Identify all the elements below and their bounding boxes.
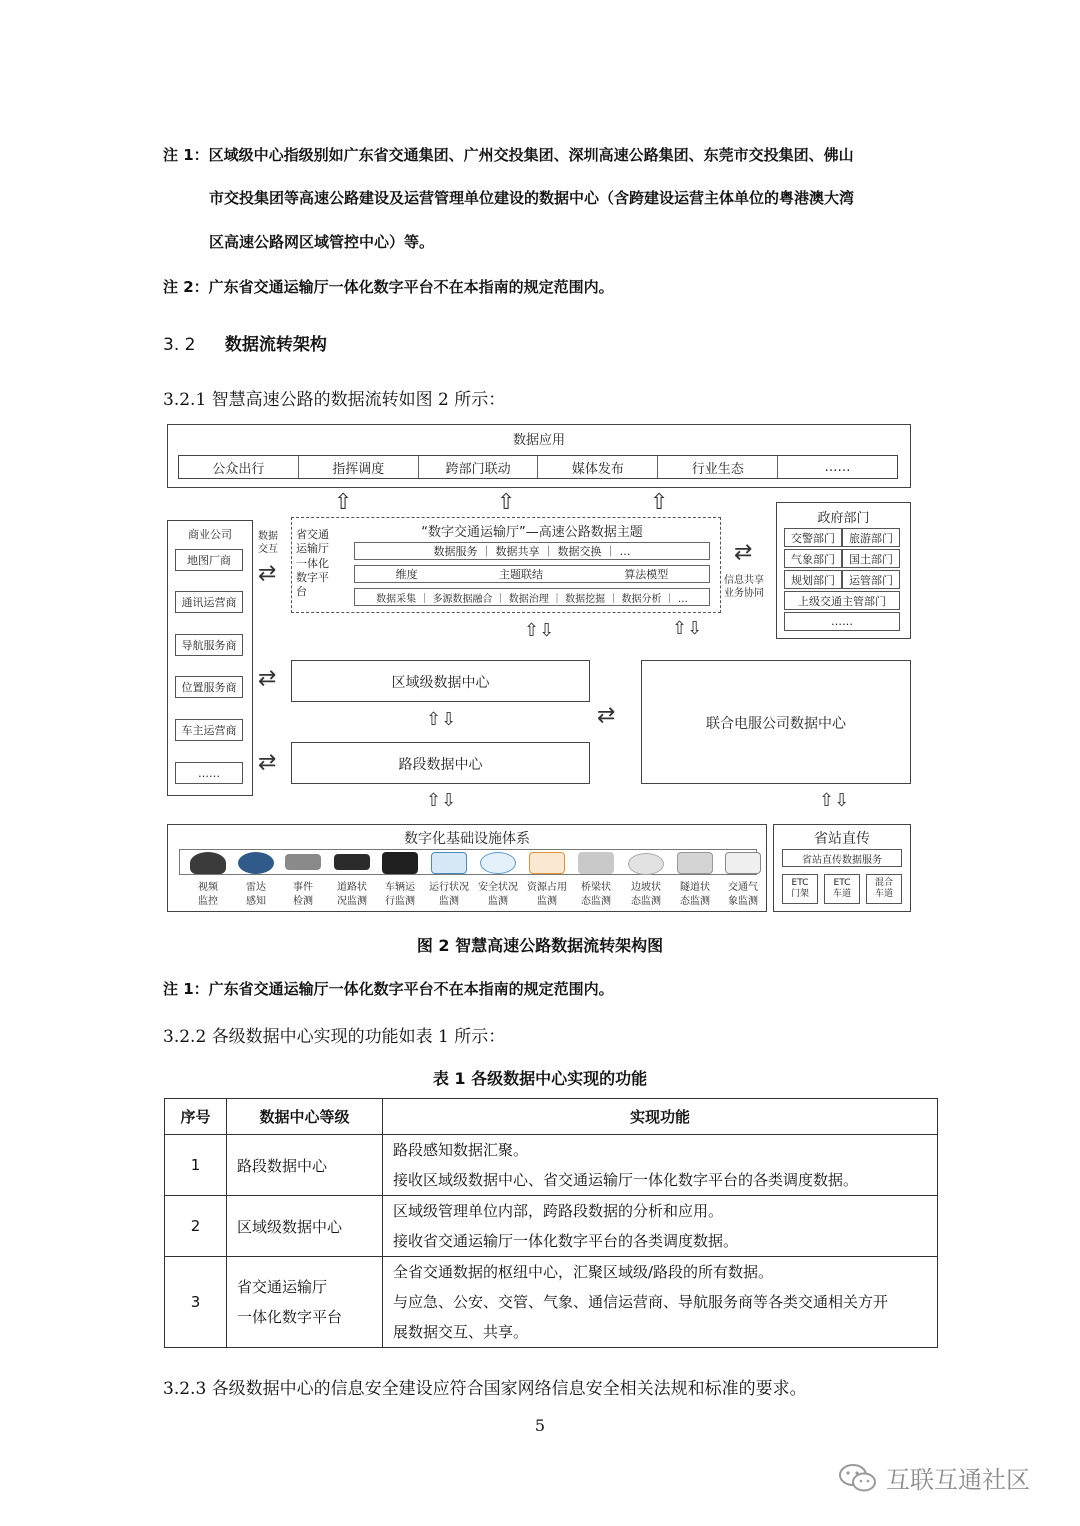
- etc-data-center: [641, 660, 911, 784]
- network-icon: [431, 852, 467, 874]
- station-service: 省站直传数据服务: [782, 849, 902, 867]
- weather-station-icon: [725, 852, 761, 874]
- app-cross-department: 跨部门联动: [419, 456, 539, 478]
- up-arrow-icon: ⇧: [334, 490, 353, 515]
- commercial-item: 位置服务商: [175, 676, 243, 698]
- infra-label: 雷达 感知: [246, 882, 266, 907]
- commercial-item: 通讯运营商: [175, 591, 243, 613]
- platform-model-row: [354, 565, 710, 583]
- infra-label: 桥梁状 态监测: [581, 882, 611, 907]
- infra-label: 隧道状 态监测: [680, 882, 710, 907]
- app-command-dispatch: 指挥调度: [299, 456, 419, 478]
- infrastructure-title: 数字化基础设施体系: [404, 831, 530, 847]
- data-exchange-label: 数据 交互: [258, 531, 278, 555]
- wechat-icon: [838, 1462, 878, 1494]
- table-header: 实现功能: [383, 1099, 938, 1135]
- up-down-arrow-icon: ⇧⇩: [819, 790, 850, 811]
- resource-icon: [529, 852, 565, 874]
- function-line: 路段感知数据汇聚。: [393, 1141, 529, 1159]
- infra-label: 运行状况 监测: [429, 882, 469, 907]
- digital-infrastructure-box: [167, 824, 767, 912]
- row-number: 3: [165, 1257, 227, 1348]
- app-public-travel: 公众出行: [179, 456, 299, 478]
- infra-label: 资源占用 监测: [527, 882, 567, 907]
- up-arrow-icon: ⇧: [497, 490, 516, 515]
- up-down-arrow-icon: ⇧⇩: [426, 790, 457, 811]
- infra-label: 交通气 象监测: [728, 882, 758, 907]
- station-direct-box: [773, 824, 911, 912]
- row-number: 2: [165, 1196, 227, 1257]
- table-row: [165, 1135, 938, 1196]
- station-item: ETC 门架: [782, 874, 818, 904]
- road-camera-icon: [334, 854, 370, 870]
- government-title: 政府部门: [817, 511, 870, 526]
- row-level: 区域级数据中心: [227, 1196, 383, 1257]
- application-list: [178, 455, 898, 479]
- infra-label: 视频 监控: [198, 882, 218, 907]
- gov-item-more: ……: [784, 612, 900, 631]
- infra-label: 道路状 况监测: [337, 882, 367, 907]
- platform-dimension: 维度: [395, 568, 418, 581]
- gov-item-wide: 上级交通主管部门: [784, 591, 900, 610]
- app-media-release: 媒体发布: [538, 456, 658, 478]
- info-share-label: 信息共享 业务协同: [724, 575, 764, 599]
- section-heading: [163, 330, 327, 355]
- note-1-line-3: 区高速公路网区域管控中心）等。: [209, 233, 435, 251]
- segment-data-center-label: 路段数据中心: [398, 757, 483, 773]
- figure-caption: 图 2 智慧高速公路数据流转架构图: [416, 936, 664, 955]
- platform-side-label: 省交通 运输厅 一体化 数字平 台: [296, 528, 329, 599]
- gov-item: 气象部门: [784, 549, 842, 568]
- segment-data-center: [291, 742, 590, 784]
- gov-item: 国土部门: [842, 549, 900, 568]
- regional-data-center-label: 区域级数据中心: [391, 675, 490, 691]
- station-item: 混合 车道: [866, 874, 902, 904]
- up-down-arrow-icon: ⇧⇩: [426, 709, 457, 730]
- figure-note: 注 1：广东省交通运输厅一体化数字平台不在本指南的规定范围内。: [163, 980, 614, 998]
- function-line: 展数据交互、共享。: [393, 1323, 529, 1341]
- commercial-item: ……: [175, 762, 243, 784]
- gov-item: 运管部门: [842, 570, 900, 589]
- app-industry-ecology: 行业生态: [658, 456, 778, 478]
- note-2: 注 2：广东省交通运输厅一体化数字平台不在本指南的规定范围内。: [163, 278, 614, 296]
- architecture-diagram: [164, 420, 914, 915]
- table-caption: 表 1 各级数据中心实现的功能: [432, 1069, 648, 1088]
- row-function: [383, 1196, 938, 1257]
- section-number: 3. 2: [163, 335, 196, 355]
- gov-item: 交警部门: [784, 528, 842, 547]
- subsection-323: 3.2.3 各级数据中心的信息安全建设应符合国家网络信息安全相关法规和标准的要求。: [163, 1379, 807, 1399]
- row-function: [383, 1257, 938, 1348]
- station-direct-title: 省站直传: [814, 831, 870, 847]
- data-application-title: 数据应用: [512, 433, 565, 448]
- infra-label: 安全状况 监测: [478, 882, 518, 907]
- function-line: 与应急、公安、交管、气象、通信运营商、导航服务商等各类交通相关方开: [393, 1293, 889, 1311]
- provincial-platform-box: [291, 517, 721, 613]
- table-header-row: [165, 1099, 938, 1135]
- watermark: [838, 1460, 1030, 1495]
- commercial-item: 导航服务商: [175, 634, 243, 656]
- platform-algorithm: 算法模型: [624, 568, 669, 581]
- subsection-321: 3.2.1 智慧高速公路的数据流转如图 2 所示：: [163, 390, 506, 410]
- row-level: 省交通运输厅 一体化数字平台: [227, 1257, 383, 1348]
- function-line: 接收区域级数据中心、省交通运输厅一体化数字平台的各类调度数据。: [393, 1171, 859, 1189]
- infra-label: 事件 检测: [293, 882, 313, 907]
- platform-title: “数字交通运输厅”—高速公路数据主题: [421, 525, 643, 540]
- table-row: [165, 1196, 938, 1257]
- bidirectional-arrow-icon: ⇄: [258, 666, 277, 691]
- infra-label: 车辆运 行监测: [385, 882, 415, 907]
- bidirectional-arrow-icon: ⇄: [597, 703, 616, 728]
- table-row: [165, 1257, 938, 1348]
- bidirectional-arrow-icon: ⇄: [734, 540, 753, 565]
- function-line: 接收省交通运输厅一体化数字平台的各类调度数据。: [393, 1232, 739, 1250]
- gov-item: 旅游部门: [842, 528, 900, 547]
- note-1-line-2: 市交投集团等高速公路建设及运营管理单位建设的数据中心（含跨建设运营主体单位的粤港澳大湾: [209, 189, 855, 207]
- commercial-companies-box: [167, 520, 253, 796]
- event-camera-icon: [285, 854, 321, 870]
- commercial-item: 车主运营商: [175, 719, 243, 741]
- vehicle-monitor-icon: [382, 852, 418, 874]
- bidirectional-arrow-icon: ⇄: [258, 561, 277, 586]
- infra-label: 边坡状 态监测: [631, 882, 661, 907]
- row-function: [383, 1135, 938, 1196]
- row-level: 路段数据中心: [227, 1135, 383, 1196]
- gov-item: 规划部门: [784, 570, 842, 589]
- slope-sensor-icon: [628, 853, 664, 875]
- station-item: ETC 车道: [824, 874, 860, 904]
- dome-camera-icon: [190, 852, 226, 874]
- platform-process-row: 数据采集 ｜ 多源数据融合 ｜ 数据治理 ｜ 数据挖掘 ｜ 数据分析 ｜ …: [354, 588, 710, 606]
- section-title: 数据流转架构: [224, 335, 327, 355]
- security-icon: [480, 852, 516, 874]
- tunnel-sensor-icon: [677, 852, 713, 874]
- page-number: 5: [534, 1416, 546, 1435]
- commercial-title: 商业公司: [188, 528, 232, 541]
- government-departments-box: [776, 502, 911, 639]
- note-1-line-1: 注 1：区域级中心指级别如广东省交通集团、广州交投集团、深圳高速公路集团、东莞市交投集团、佛山: [163, 146, 854, 164]
- watermark-text: 互联互通社区: [886, 1466, 1030, 1494]
- commercial-item: 地图厂商: [175, 549, 243, 571]
- radar-icon: [238, 852, 274, 874]
- platform-service-row: 数据服务 ｜ 数据共享 ｜ 数据交换 ｜ …: [354, 542, 710, 560]
- up-arrow-icon: ⇧: [650, 490, 669, 515]
- bridge-sensor-icon: [578, 852, 614, 874]
- platform-topic-link: 主题联结: [498, 568, 543, 581]
- app-more: ……: [824, 459, 851, 475]
- table-header: 序号: [165, 1099, 227, 1135]
- function-line: 区域级管理单位内部，跨路段数据的分析和应用。: [393, 1202, 724, 1220]
- data-center-table: [164, 1098, 938, 1348]
- up-down-arrow-icon: ⇧⇩: [524, 620, 555, 641]
- function-line: 全省交通数据的枢纽中心，汇聚区域级/路段的所有数据。: [393, 1263, 774, 1281]
- table-header: 数据中心等级: [227, 1099, 383, 1135]
- bidirectional-arrow-icon: ⇄: [258, 750, 277, 775]
- data-application-box: [167, 424, 911, 488]
- regional-data-center: [291, 660, 590, 702]
- row-number: 1: [165, 1135, 227, 1196]
- etc-data-center-label: 联合电服公司数据中心: [706, 716, 846, 732]
- subsection-322: 3.2.2 各级数据中心实现的功能如表 1 所示：: [163, 1027, 506, 1047]
- up-down-arrow-icon: ⇧⇩: [672, 618, 703, 639]
